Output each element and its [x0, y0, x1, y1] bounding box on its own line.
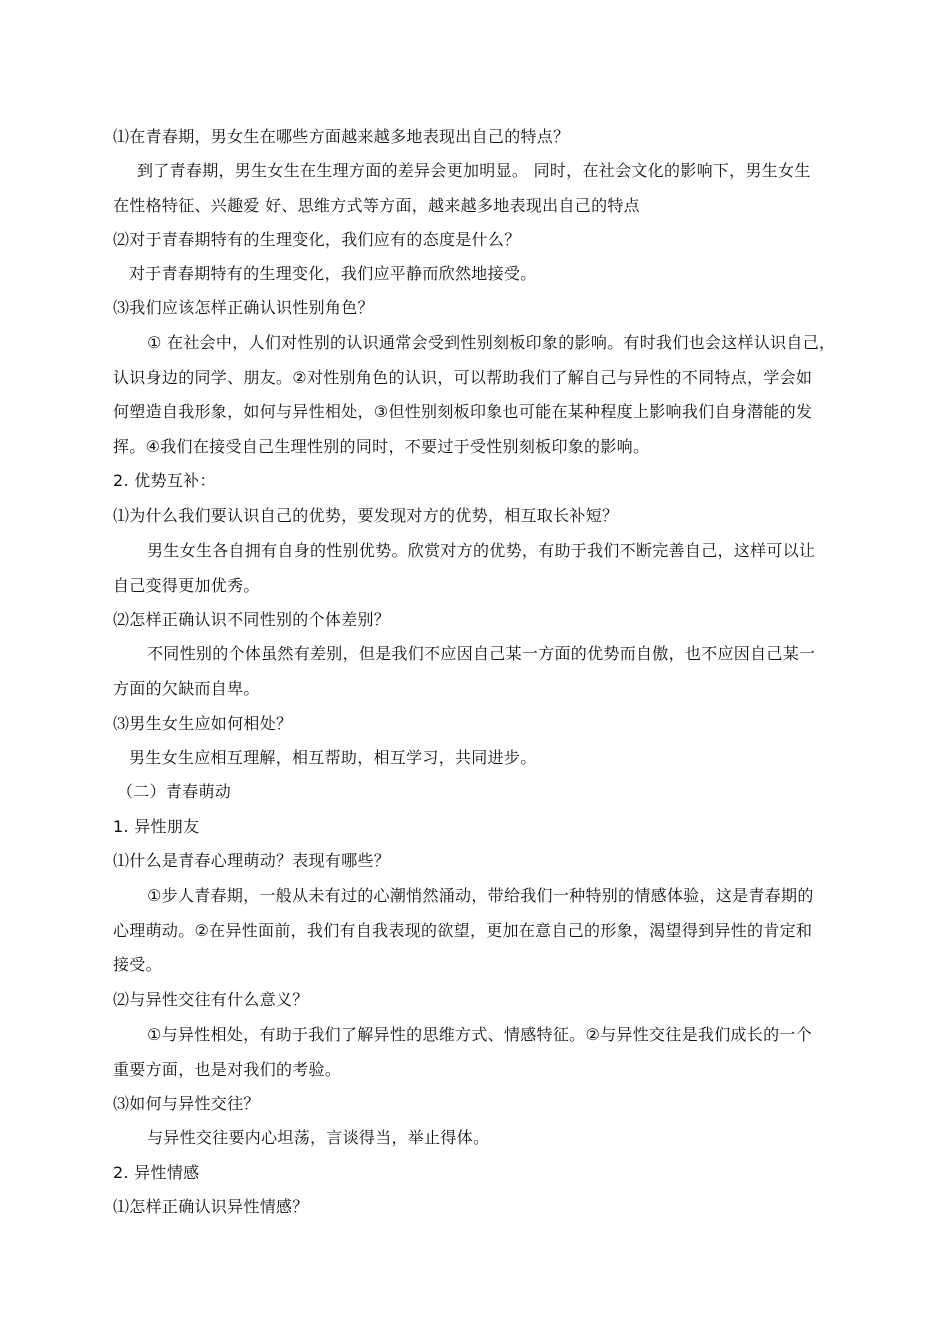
answer-line: ①步人青春期，一般从未有过的心潮悄然涌动，带给我们一种特别的情感体验，这是青春期的 [147, 886, 814, 905]
question-line: ⑶如何与异性交往？ [113, 1094, 260, 1113]
answer-line: 挥。④我们在接受自己生理性别的同时，不要过于受性别刻板印象的影响。 [113, 437, 650, 456]
answer-line: 方面的欠缺而自卑。 [113, 679, 260, 698]
answer-line: 男生女生各自拥有自身的性别优势。欣赏对方的优势，有助于我们不断完善自己，这样可以让 [147, 541, 816, 560]
answer-line: 与异性交往要内心坦荡，言谈得当，举止得体。 [147, 1128, 490, 1147]
question-line: ⑵对于青春期特有的生理变化，我们应有的态度是什么？ [113, 230, 521, 249]
answer-line: ①与异性相处，有助于我们了解异性的思维方式、情感特征。②与异性交往是我们成长的一个 [147, 1025, 812, 1044]
answer-line: 到了青春期，男生女生在生理方面的差异会更加明显。 同时，在社会文化的影响下，男生女生 [137, 161, 811, 180]
question-line: ⑵怎样正确认识不同性别的个体差别？ [113, 610, 391, 629]
answer-line: 不同性别的个体虽然有差别，但是我们不应因自己某一方面的优势而自傲，也不应因自己某一 [147, 644, 816, 663]
answer-line: 重要方面，也是对我们的考验。 [113, 1060, 342, 1079]
answer-line: 对于青春期特有的生理变化，我们应平静而欣然地接受。 [129, 264, 537, 283]
question-line: ⑴怎样正确认识异性情感？ [113, 1197, 309, 1216]
section-heading: 2. 异性情感 [113, 1163, 200, 1182]
question-line: ⑴什么是青春心理萌动？表现有哪些？ [113, 851, 391, 870]
answer-line: 认识身边的同学、朋友。②对性别角色的认识，可以帮助我们了解自己与异性的不同特点，学会如 [113, 368, 813, 387]
answer-line: 接受。 [113, 955, 162, 974]
section-heading: 1. 异性朋友 [113, 817, 200, 836]
question-line: ⑵与异性交往有什么意义？ [113, 990, 309, 1009]
answer-line: 心理萌动。②在异性面前，我们有自我表现的欲望，更加在意自己的形象，渴望得到异性的肯定和 [113, 921, 813, 940]
answer-line: ① 在社会中，人们对性别的认识通常会受到性别刻板印象的影响。有时我们也会这样认识自己， [147, 333, 836, 352]
section-heading: （二）青春萌动 [117, 782, 232, 801]
question-line: ⑴在青春期，男女生在哪些方面越来越多地表现出自己的特点？ [113, 127, 570, 146]
answer-line: 自己变得更加优秀。 [113, 576, 260, 595]
question-line: ⑶我们应该怎样正确认识性别角色？ [113, 298, 374, 317]
answer-line: 何塑造自我形象，如何与异性相处，③但性别刻板印象也可能在某种程度上影响我们自身潜能的发 [113, 402, 813, 421]
section-heading: 2. 优势互补： [113, 471, 216, 490]
question-line: ⑶男生女生应如何相处？ [113, 714, 293, 733]
answer-line: 在性格特征、兴趣爱 好、思维方式等方面，越来越多地表现出自己的特点 [113, 196, 640, 215]
question-line: ⑴为什么我们要认识自己的优势，要发现对方的优势，相互取长补短？ [113, 506, 619, 525]
answer-line: 男生女生应相互理解，相互帮助，相互学习，共同进步。 [129, 748, 537, 767]
